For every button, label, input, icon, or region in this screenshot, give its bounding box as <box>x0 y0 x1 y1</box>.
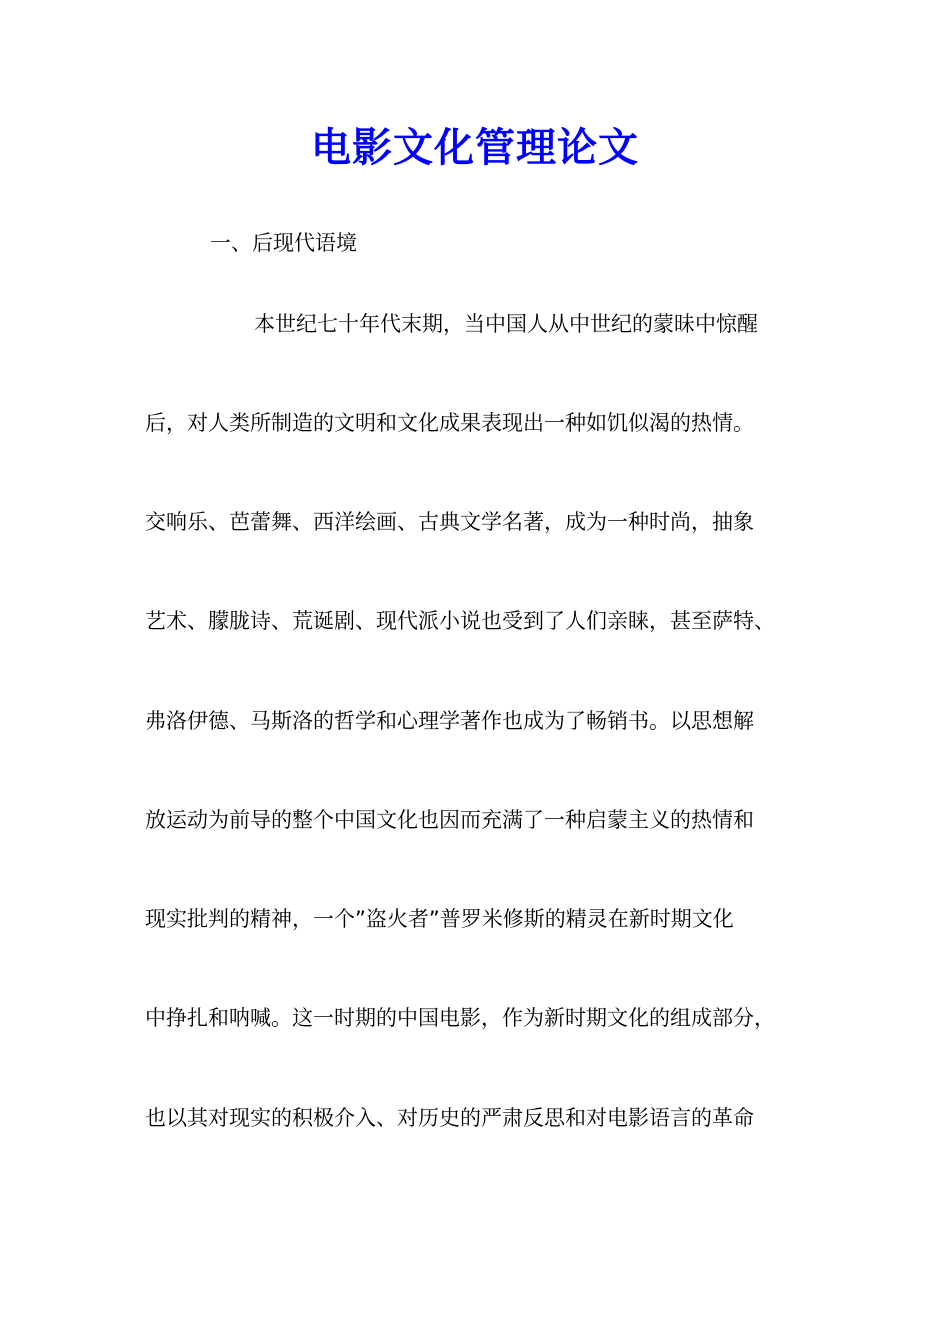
section-heading: 一、后现代语境 <box>210 231 357 255</box>
paragraph-line-6: 放运动为前导的整个中国文化也因而充满了一种启蒙主义的热情和 <box>145 808 754 832</box>
document-title: 电影文化管理论文 <box>311 124 639 171</box>
paragraph-line-4: 艺术、朦胧诗、荒诞剧、现代派小说也受到了人们亲睐，甚至萨特、 <box>145 609 775 633</box>
paragraph-line-3: 交响乐、芭蕾舞、西洋绘画、古典文学名著，成为一种时尚，抽象 <box>145 510 754 534</box>
paragraph-line-5: 弗洛伊德、马斯洛的哲学和心理学著作也成为了畅销书。以思想解 <box>145 709 754 733</box>
paragraph-line-2: 后，对人类所制造的文明和文化成果表现出一种如饥似渴的热情。 <box>145 411 754 435</box>
paragraph-line-1: 本世纪七十年代末期，当中国人从中世纪的蒙昧中惊醒 <box>254 312 758 336</box>
paragraph-line-7: 现实批判的精神，一个”盗火者”普罗米修斯的精灵在新时期文化 <box>145 907 734 931</box>
paragraph-line-9: 也以其对现实的积极介入、对历史的严肃反思和对电影语言的革命 <box>145 1106 754 1130</box>
paragraph-line-8: 中挣扎和呐喊。这一时期的中国电影，作为新时期文化的组成部分， <box>145 1006 775 1030</box>
